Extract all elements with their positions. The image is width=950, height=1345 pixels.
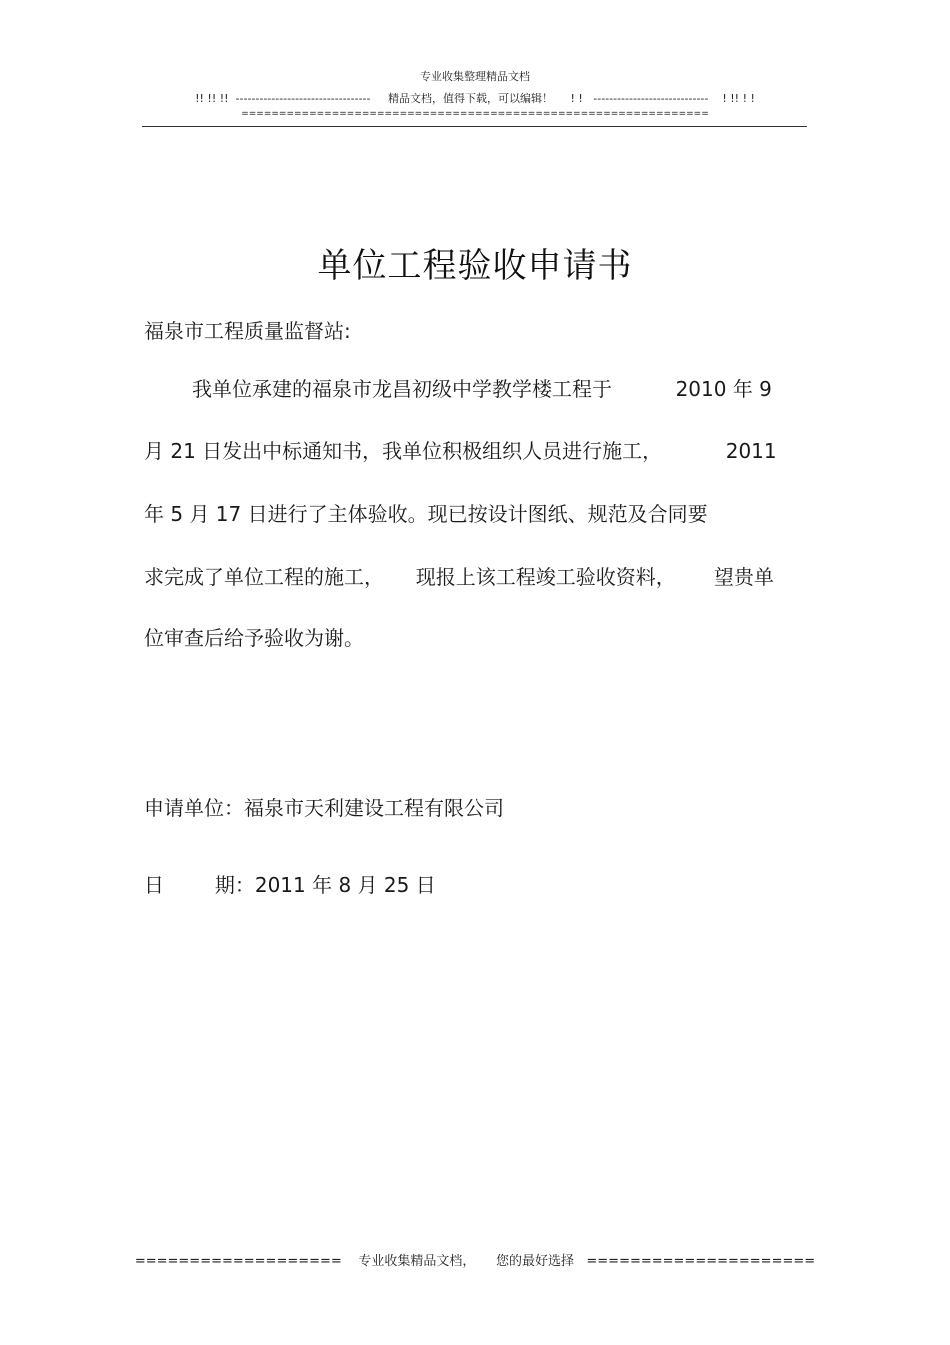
- body-paragraph-line: 月 21 日发出中标通知书，我单位积极组织人员进行施工， 2011: [144, 439, 777, 463]
- document-title: 单位工程验收申请书: [317, 246, 633, 286]
- date-value: 2011 年 8 月 25 日: [254, 873, 436, 897]
- applicant-label: 申请单位：: [144, 796, 244, 820]
- body-paragraph-line: 求完成了单位工程的施工， 现报上该工程竣工验收资料， 望贵单: [144, 565, 774, 589]
- body-paragraph-line: 位审查后给予验收为谢。: [144, 626, 364, 650]
- footer-banner: =================== 专业收集精品文档， 您的最好选择 =====================: [134, 1254, 816, 1269]
- header-title: 专业收集整理精品文档: [420, 70, 530, 83]
- date-field: [144, 869, 436, 898]
- date-label: 日 期：: [144, 873, 255, 897]
- header-separator: ==============================================================: [241, 109, 709, 119]
- body-paragraph-line: 年 5 月 17 日进行了主体验收。现已按设计图纸、规范及合同要: [144, 502, 708, 526]
- applicant-field: [144, 792, 504, 821]
- salutation: 福泉市工程质量监督站:: [144, 319, 351, 343]
- header-rule: [142, 126, 807, 127]
- applicant-value: 福泉市天利建设工程有限公司: [244, 796, 504, 820]
- header-banner: !! !! !! ---------------------------------- 精品文档，值得下载，可以编辑！ ! ! ----------------------------- ! !! ! !: [195, 92, 755, 105]
- body-paragraph-line: 我单位承建的福泉市龙昌初级中学教学楼工程于 2010 年 9: [192, 377, 772, 401]
